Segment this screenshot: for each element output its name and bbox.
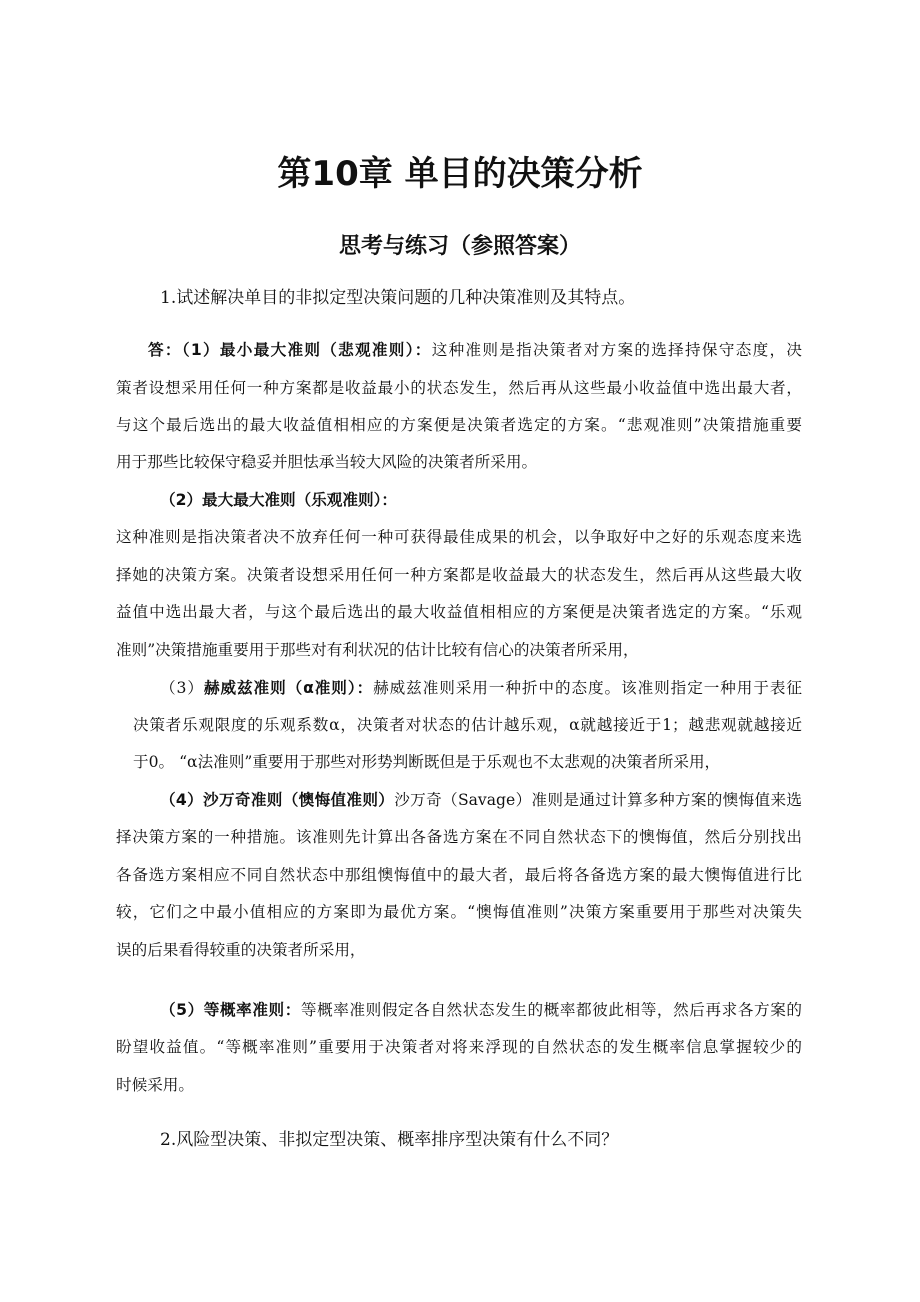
body-text: 益值中选出最大者，与这个最后选出的最大收益值相相应的方案便是决策者选定的方案。“乐观 (116, 603, 802, 621)
text-line (116, 1075, 802, 1095)
body-text: 2.风险型决策、非拟定型决策、概率排序型决策有什么不同？ (160, 1130, 619, 1150)
body-text: 择决策方案的一种措施。该准则先计算出各备选方案在不同自然状态下的懊悔值，然后分别找出 (116, 828, 802, 846)
body-text: 等概率准则假定各自然状态发生的概率都彼此相等，然后再求各方案的 (300, 1001, 802, 1019)
body-text: 时候采用。 (116, 1076, 194, 1094)
text-line (160, 678, 802, 698)
body-text: 赫威兹准则采用一种折中的态度。该准则指定一种用于表征 (373, 679, 802, 697)
body-text: 1.试述解决单目的非拟定型决策问题的几种决策准则及其特点。 (160, 288, 636, 308)
text-line (116, 602, 802, 622)
body-text: 沙万奇（Savage）准则是通过计算多种方案的懊悔值来选 (394, 791, 802, 809)
body-text: 误的后果看得较重的决策者所采用， (116, 941, 366, 959)
text-line (116, 865, 802, 885)
text-line (116, 827, 802, 847)
question-line (160, 1130, 802, 1150)
body-text: 用于那些比较保守稳妥并胆怯承当较大风险的决策者所采用。 (116, 453, 538, 471)
text-line (160, 490, 802, 510)
body-text: 盼望收益值。“等概率准则”重要用于决策者对将来浮现的自然状态的发生概率信息掌握较少的 (116, 1038, 802, 1056)
body-text: 决策者乐观限度的乐观系数α，决策者对状态的估计越乐观，α就越接近于1；越悲观就越接近 (133, 716, 802, 734)
bold-heading-text: （4）沙万奇准则（懊悔值准则） (160, 791, 395, 809)
text-line (148, 340, 802, 360)
text-line (133, 752, 802, 772)
bold-heading-text: （5）等概率准则： (160, 1001, 301, 1019)
bold-heading-text: 答：（1）最小最大准则（悲观准则）： (148, 341, 432, 359)
text-line (116, 378, 802, 398)
text-line (116, 1037, 802, 1057)
body-text: 各备选方案相应不同自然状态中那组懊悔值中的最大者，最后将各备选方案的最大懊悔值进行比 (116, 866, 802, 884)
text-line (160, 1000, 802, 1020)
text-line (116, 415, 802, 435)
text-line (116, 902, 802, 922)
chapter-title: 第10章 单目的决策分析 (277, 154, 643, 194)
text-line (116, 452, 802, 472)
question-line (160, 288, 802, 308)
text-line (116, 640, 802, 660)
section-subtitle: 思考与练习（参照答案） (338, 234, 581, 259)
body-text: 准则”决策措施重要用于那些对有利状况的估计比较有信心的决策者所采用， (116, 641, 639, 659)
body-text: 与这个最后选出的最大收益值相相应的方案便是决策者选定的方案。“悲观准则”决策措施重要 (116, 416, 802, 434)
text-line (116, 527, 802, 547)
body-text: 择她的决策方案。决策者设想采用任何一种方案都是收益最大的状态发生，然后再从这些最大收 (116, 566, 802, 584)
bold-heading-text: 赫威兹准则（α准则）： (203, 679, 374, 697)
text-line (116, 940, 802, 960)
body-text: 于0。 “α法准则”重要用于那些对形势判断既但是于乐观也不太悲观的决策者所采用， (133, 753, 721, 771)
bold-heading-text: （2）最大最大准则（乐观准则）： (160, 491, 397, 509)
body-text: 较，它们之中最小值相应的方案即为最优方案。“懊悔值准则”决策方案重要用于那些对决策失 (116, 903, 802, 921)
body-text: （3） (160, 679, 204, 697)
text-line (133, 715, 802, 735)
body-text: 这种准则是指决策者对方案的选择持保守态度，决 (431, 341, 802, 359)
text-line (160, 790, 802, 810)
body-text: 这种准则是指决策者决不放弃任何一种可获得最佳成果的机会，以争取好中之好的乐观态度来选 (116, 528, 802, 546)
body-text: 策者设想采用任何一种方案都是收益最小的状态发生，然后再从这些最小收益值中选出最大者， (116, 379, 802, 397)
text-line (116, 565, 802, 585)
